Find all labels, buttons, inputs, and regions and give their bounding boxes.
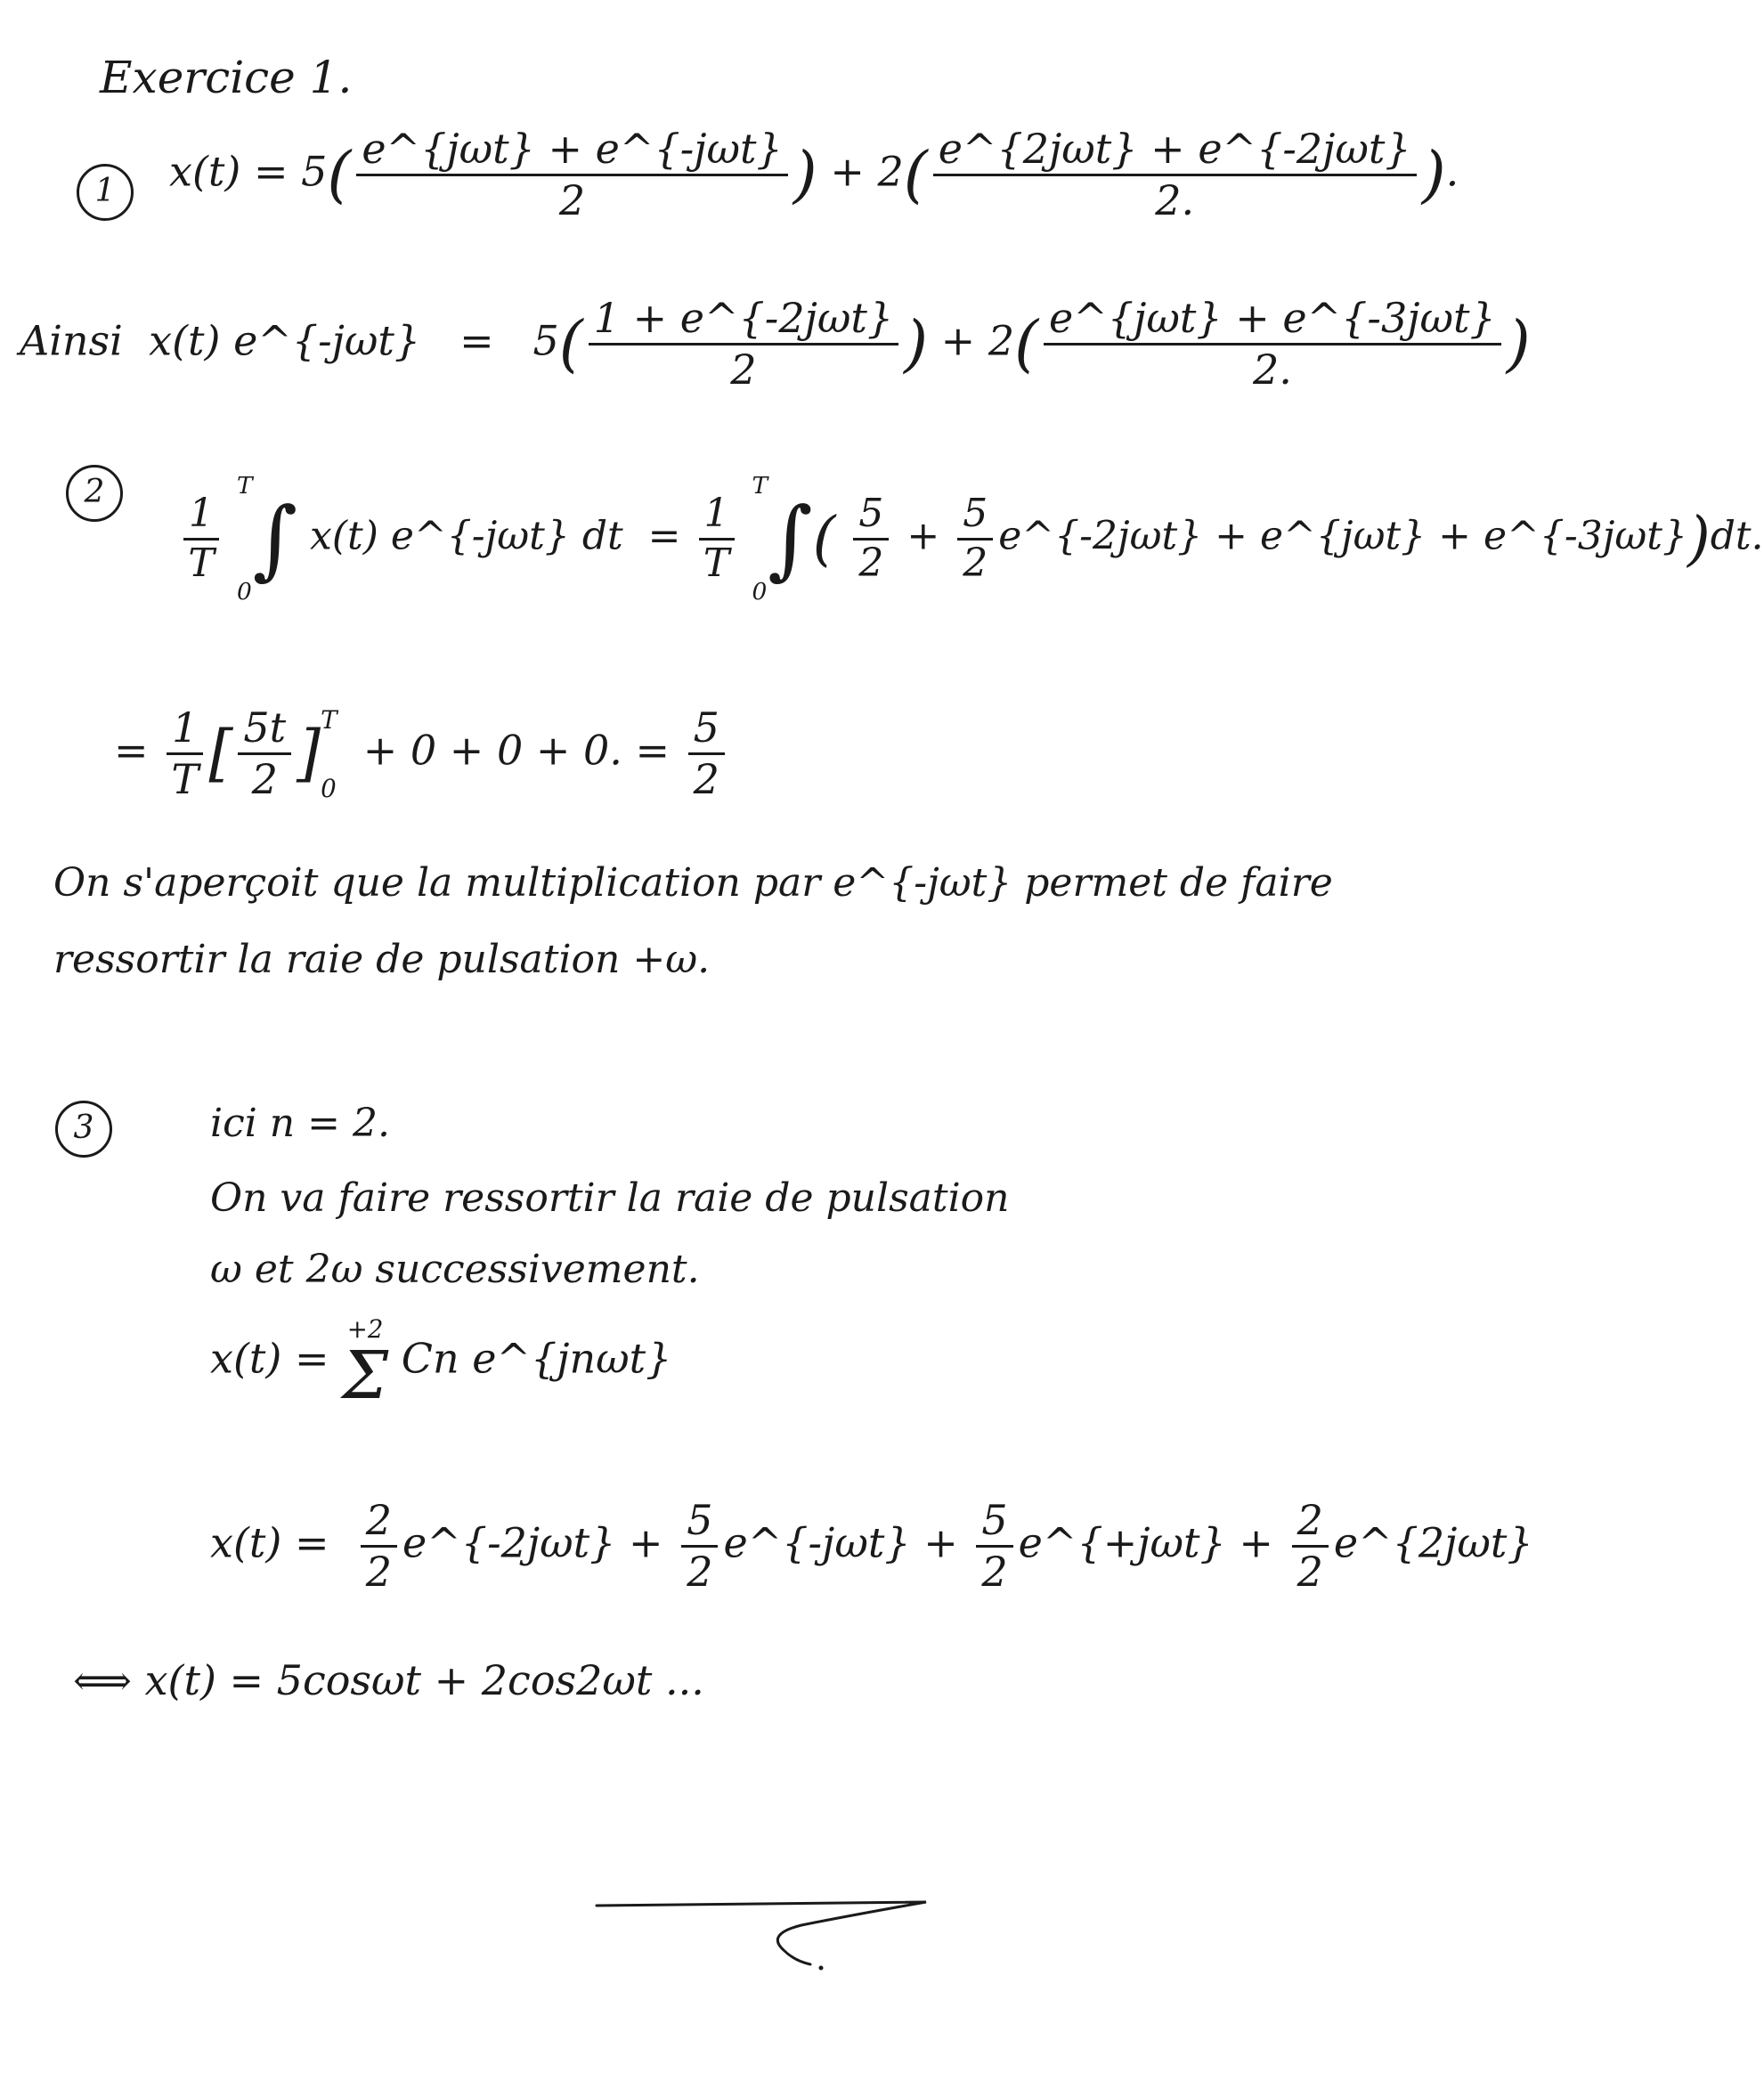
q3-sum-line [210,1314,672,1414]
q2-upper-2: T [752,472,768,500]
q3-exp-t4-den: 2 [1297,1548,1323,1597]
q3-line-1: ici n = 2. [210,1101,390,1146]
q1-l2-f2-num: e^{jωt} + e^{-3jωt} [1044,294,1501,345]
q3-exp-lhs: x(t) = [210,1518,329,1567]
q2-dt: dt. [1710,513,1764,559]
q1-l1-f1-den: 2 [558,176,586,225]
q3-equivalence-line: ⟺ x(t) = 5cosωt + 2cos2ωt ... [73,1656,704,1704]
q1-l2-f1-num: 1 + e^{-2jωt} [589,294,898,345]
q2-upper-1: T [237,472,253,500]
q3-sum-term: Cn e^{jnωt} [401,1334,672,1383]
q2-term-b-den: 2 [963,540,988,586]
q1-l1-f2-num: e^{2jωt} + e^{-2jωt} [933,125,1417,176]
q2-term-a-num: 5 [853,491,889,541]
q1-l1-f2-den: 2. [1155,176,1195,225]
q1-l2-prefix: Ainsi [20,316,123,365]
q1-l1-c2: 2 [877,147,904,196]
q2-integrand: x(t) e^{-jωt} dt [310,513,623,559]
q2-result-value-num: 5 [688,703,725,755]
q1-l1-lhs: x(t) = [169,147,289,196]
q3-expansion-line: x(t) = $\frac{2}{2}$ e^{-2jωt} + $\frac{5}{2}$ e^{-jωt} + $\frac{5}{2}$ e^{+jωt} + $\frac{2}{2}$ e^{2jωt} [210,1496,1533,1597]
q3-exp-t2 [681,1496,718,1597]
q2-f2-den: T [703,540,730,586]
q3-line-3: ω et 2ω successivement. [210,1247,700,1292]
q1-equation-line-1: x(t) = 5( $\frac{\text{e\textasciicircum{}\{jωt\} + e\textasciicircum{}\{-jωt\}}}{2}$ ) + 2( $\frac{\text{e\textasciicircum{}\{2jωt\} + e\textasciicircum{}\{-2jωt\}}}{2.}$ ). [169,125,1459,225]
q2-f2-num: 1 [699,491,735,541]
q1-l2-plus: + [940,316,976,365]
q2-plus-3: + e^{-3jωt} [1438,513,1687,559]
q2-f1 [183,491,219,588]
question-number-1: 1 [77,164,134,221]
q1-l2-fraction-1 [589,294,898,394]
q2-eq: = [647,513,681,559]
page-title: Exercice 1. [100,52,353,103]
q3-sigma-block [342,1314,389,1414]
q2-lower-2: 0 [752,578,768,606]
q3-exp-t2-den: 2 [687,1548,713,1597]
q2-f1-den: T [188,540,215,586]
q2-result-lower: 0 [321,773,337,803]
q3-exp-t1-exp: e^{-2jωt} [402,1518,616,1567]
q1-l2-fraction-2 [1044,294,1501,394]
q2-term-b-num: 5 [957,491,993,541]
q3-sum-lhs: x(t) = [210,1334,329,1383]
q1-l1-dot: . [1445,147,1459,196]
q2-term-b-exp: e^{-2jωt} [998,513,1203,559]
integral-sign-1: ∫ [252,488,298,589]
q1-l1-fraction-2 [933,125,1417,225]
q1-equation-line-2: Ainsi x(t) e^{-jωt} = 5( $\frac{\text{1 + e\textasciicircum{}\{-2jωt\}}}{2}$ ) + 2( $\frac{\text{e\textasciicircum{}\{jωt\} + e\textasciicircum{}\{-3jωt\}}}{2.}$ ) [20,294,1531,394]
integral-sign-2: ∫ [768,488,813,589]
q2-bracket-den: 2 [251,755,278,804]
q3-exp-t1-den: 2 [365,1548,393,1597]
q2-bracket-frac [238,703,291,804]
q2-result-f-den: T [171,755,199,804]
q2-f2 [699,491,735,588]
q3-exp-t4-num: 2 [1292,1496,1329,1548]
q2-term-b [957,491,993,588]
q3-exp-t4-exp: e^{2jωt} [1333,1518,1533,1567]
q2-result-rest: + 0 + 0 + 0. = [362,726,671,775]
q2-result-line: = $\frac{1}{T}$ [ $\frac{5t}{2}$ ] T 0 + 0 + 0 + 0. = $\frac{5}{2}$ [114,703,730,804]
q1-l2-f2-den: 2. [1252,345,1292,394]
q2-plus-2: + e^{jωt} [1215,513,1427,559]
q2-term-a-den: 2 [858,540,884,586]
q3-exp-t2-exp: e^{-jωt} [723,1518,911,1567]
q2-result-eq: = [114,726,149,775]
q2-result-value-den: 2 [693,755,719,804]
q2-integral-line: $\frac{1}{T}$ T 0 ∫ x(t) e^{-jωt} dt = $\frac{1}{T}$ T 0 ∫( $\frac{5}{2}$ + $\frac{5}{2}$ e^{-2jωt} + e^{jωt} + e^{-3jωt})dt. [178,472,1764,606]
q1-l2-eq: = [459,316,494,365]
q2-f1-num: 1 [183,491,219,541]
end-flourish-mark [588,1879,962,1977]
q1-l1-f1-num: e^{jωt} + e^{-jωt} [356,125,787,176]
q3-exp-t3-exp: e^{+jωt} [1018,1518,1226,1567]
q3-exp-t4 [1292,1496,1329,1597]
q2-remark-line-2: ressortir la raie de pulsation +ω. [53,937,711,982]
q2-bracket-num: 5t [238,703,291,755]
q3-exp-t3-den: 2 [981,1548,1008,1597]
q1-l1-plus: + [830,147,865,196]
q2-plus-1: + [906,513,940,559]
question-number-3: 3 [55,1101,112,1158]
q3-sigma-upper: +2 [346,1314,384,1344]
q3-line-2: On va faire ressortir la raie de pulsation [210,1175,1010,1221]
q2-result-f-num: 1 [167,703,203,755]
q1-l2-lhs: x(t) e^{-jωt} [149,316,421,365]
q2-result-upper: T [321,704,337,735]
q3-exp-t3 [976,1496,1012,1597]
q1-l1-fraction-1 [356,125,787,225]
question-number-2: 2 [66,465,123,522]
q2-bounds-1 [237,472,253,606]
q2-result-bounds [321,705,337,803]
q3-exp-t2-num: 5 [681,1496,718,1548]
q1-l2-c1: 5 [532,316,559,365]
q2-bounds-2 [752,472,768,606]
q3-exp-t3-num: 5 [976,1496,1012,1548]
q3-exp-t1-num: 2 [361,1496,397,1548]
q1-l2-c2: 2 [988,316,1015,365]
q3-exp-t1 [361,1496,397,1597]
q2-lower-1: 0 [237,578,252,606]
q2-term-a [853,491,889,588]
q1-l2-f1-den: 2 [730,345,757,394]
q2-result-value [688,703,725,804]
q2-remark-line-1: On s'aperçoit que la multiplication par e^{-jωt} permet de faire [53,860,1333,906]
sigma-icon: Σ [342,1338,389,1414]
q2-result-f [167,703,203,804]
q1-l1-c1: 5 [301,147,328,196]
